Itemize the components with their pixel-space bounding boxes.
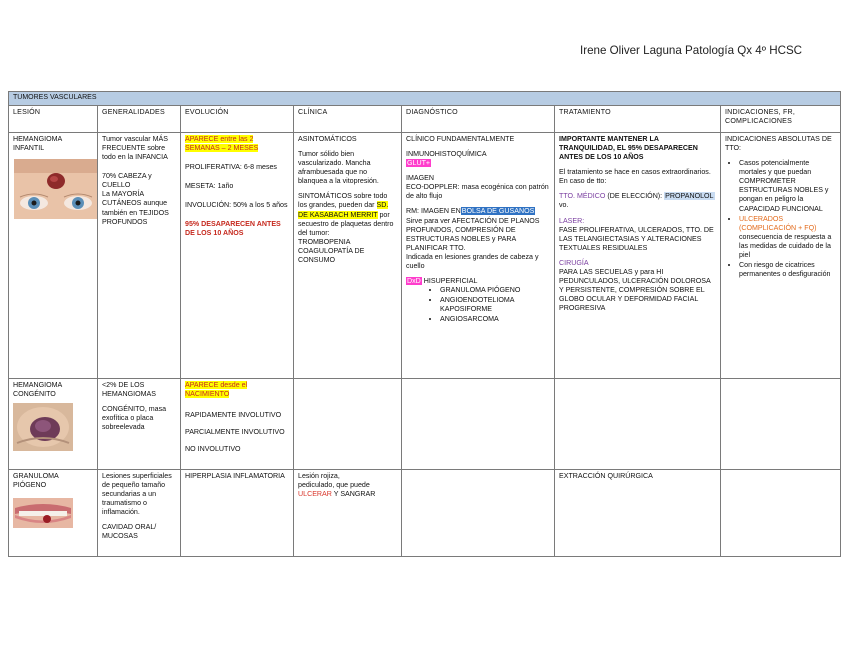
propanolol-highlight: PROPANOLOL xyxy=(665,192,714,201)
cell-lesion xyxy=(9,133,98,379)
diag-rm-text: RM: IMAGEN EN xyxy=(406,207,461,216)
col-header-lesion: LESIÓN xyxy=(9,106,98,133)
tto-eleccion: (DE ELECCIÓN): xyxy=(607,192,663,201)
evol-proliferativa: PROLIFERATIVA: 6-8 meses xyxy=(185,163,277,172)
clin-lesion-rojiza: Lesión rojiza, xyxy=(298,472,340,480)
table-row xyxy=(9,379,841,470)
infant-hemangioma-photo xyxy=(14,159,98,219)
table-header-row xyxy=(9,106,841,133)
diag-rm-indicada: Indicada en lesiones grandes de cabeza y cuello xyxy=(406,252,539,270)
clin-coagulopatia: COAGULOPATÍA DE CONSUMO xyxy=(298,246,365,264)
ulcerados-rest: consecuencia de respuesta a las medidas de cuidado de la piel xyxy=(739,232,832,259)
cell-diagnostico xyxy=(402,133,555,379)
cell-tratamiento xyxy=(555,133,721,379)
evol-parcial: PARCIALMENTE INVOLUTIVO xyxy=(185,428,285,437)
trat-medico xyxy=(559,192,716,210)
cell-evolucion: HIPERPLASIA INFLAMATORIA xyxy=(181,470,294,557)
gen-text-3: La MAYORÍA CUTÁNEOS aunque también en TEJIDOS PROFUNDOS xyxy=(102,190,169,226)
cell-clinica xyxy=(294,379,402,470)
gen-text-1: <2% DE LOS HEMANGIOMAS xyxy=(102,381,156,399)
cell-generalidades xyxy=(98,133,181,379)
cell-evolucion xyxy=(181,133,294,379)
clin-sintomaticos xyxy=(298,192,397,237)
page-header-title: Irene Oliver Laguna Patología Qx 4º HCSC xyxy=(580,44,803,57)
list-item: • ANGIOENDOTELIOMA KAPOSIFORME xyxy=(440,296,550,314)
cell-clinica xyxy=(294,133,402,379)
evol-desaparecen: 95% DESAPARECEN ANTES DE LOS 10 AÑOS xyxy=(185,220,281,238)
list-item: • Casos potencialmente mortales y que puedan COMPROMETER ESTRUCTURAS NOBLES y pongan en peligro la CAPACIDAD FUNCIONAL xyxy=(739,159,836,213)
ddx-badge: DxD xyxy=(407,277,421,286)
list-item: • GRANULOMA PIÓGENO xyxy=(440,286,550,295)
cell-indicaciones xyxy=(721,470,841,557)
list-item xyxy=(739,215,836,260)
table-title-row xyxy=(9,92,841,106)
ddx-list xyxy=(406,286,550,324)
col-header-evolucion: EVOLUCIÓN xyxy=(181,106,294,133)
laser-text: FASE PROLIFERATIVA, ULCERADOS, TTO. DE LAS TELANGIECTASIAS Y ALTERACIONES TEXTUALES RESIDUALES xyxy=(559,225,714,252)
gen-text-1: Tumor vascular MÁS FRECUENTE sobre todo en la INFANCIA xyxy=(102,135,168,162)
cirugia-text: PARA LAS SECUELAS y para HI PEDUNCULADOS, ULCERACIÓN DOLOROSA Y PERSISTENTE, COMPRESIÓN SOBRE EL GLOBO OCULAR Y DEFORMIDAD FACIAL PROGRESIVA xyxy=(559,267,711,313)
col-header-clinica: CLÍNICA xyxy=(294,106,402,133)
sangrar-text: Y SANGRAR xyxy=(333,490,376,499)
cell-lesion xyxy=(9,470,98,557)
cell-generalidades xyxy=(98,470,181,557)
gen-text-2: CONGÉNITO, masa exofítica o placa sobreelevada xyxy=(102,405,167,432)
clin-trombopenia: TROMBOPENIA xyxy=(298,237,351,246)
evol-meseta: MESETA: 1año xyxy=(185,182,234,191)
clin-asintomaticos: ASINTOMÁTICOS xyxy=(298,135,357,143)
kasabach-merrit-highlight: SD. DE KASABACH MERRIT xyxy=(298,201,389,219)
col-header-generalidades: GENERALIDADES xyxy=(98,106,181,133)
laser-label: LASER: xyxy=(559,216,585,225)
bolsa-gusanos-highlight: BOLSA DE GUSANOS xyxy=(461,207,535,216)
clin-description: Tumor sólido bien vascularizado. Mancha aframbuesada que no blanquea a la vitopresión. xyxy=(298,150,379,186)
list-item: • Con riesgo de cicatrices permanentes o desfiguración xyxy=(739,261,836,279)
trat-extraordinario: El tratamiento se hace en casos extraordinarios. En caso de tto: xyxy=(559,168,711,186)
ulcerar-text: ULCERAR xyxy=(298,490,332,499)
clin-pediculado: pediculado, que puede xyxy=(298,481,370,490)
tto-vo: vo. xyxy=(559,201,569,210)
evol-rapido: RAPIDAMENTE INVOLUTIVO xyxy=(185,411,282,420)
lesion-name: GRANULOMA PIÓGENO xyxy=(13,472,59,490)
cell-indicaciones xyxy=(721,379,841,470)
cell-tratamiento xyxy=(555,379,721,470)
pyogenic-granuloma-photo xyxy=(13,498,73,528)
glut-badge: GLUT+ xyxy=(407,159,431,168)
table-row xyxy=(9,133,841,379)
cell-generalidades xyxy=(98,379,181,470)
cirugia-label: CIRUGÍA xyxy=(559,258,589,267)
gen-text-2: CAVIDAD ORAL/ MUCOSAS xyxy=(102,523,157,541)
cell-clinica xyxy=(294,470,402,557)
diag-ddx xyxy=(406,277,550,286)
cell-evolucion xyxy=(181,379,294,470)
cell-tratamiento: EXTRACCIÓN QUIRÚRGICA xyxy=(555,470,721,557)
congenital-hemangioma-photo xyxy=(13,403,73,451)
tto-medico-label: TTO. MÉDICO xyxy=(559,192,606,201)
diag-rm xyxy=(406,207,550,216)
evol-involucion: INVOLUCIÓN: 50% a los 5 años xyxy=(185,201,288,210)
evol-no-involutivo: NO INVOLUTIVO xyxy=(185,445,241,454)
table-row xyxy=(9,470,841,557)
evol-appears-highlight: APARECE desde el NACIMIENTO xyxy=(185,381,248,399)
clin-ulcerar xyxy=(298,490,397,499)
ind-list xyxy=(725,159,836,279)
col-header-diagnostico: DIAGNÓSTICO xyxy=(402,106,555,133)
lesion-name: HEMANGIOMA CONGÉNITO xyxy=(13,381,62,399)
clin-sintomaticos-text: SINTOMÁTICOS sobre todo los grandes, pueden dar xyxy=(298,192,388,210)
table-title: TUMORES VASCULARES xyxy=(9,92,841,106)
clin-secuestro: por secuestro de plaquetas dentro del tumor: xyxy=(298,210,394,237)
evol-appears-highlight: APARECE entre las 2 SEMANAS – 2 MESES xyxy=(185,135,259,153)
gen-text-2: 70% CABEZA y CUELLO xyxy=(102,172,152,190)
ulcerados-text: ULCERADOS (COMPLICACIÓN + FQ) xyxy=(739,214,817,232)
cell-diagnostico xyxy=(402,379,555,470)
vascular-tumors-table xyxy=(8,91,841,557)
diag-ihq: INMUNOHISTOQUÍMICA xyxy=(406,150,487,159)
col-header-tratamiento: TRATAMIENTO xyxy=(555,106,721,133)
gen-text-1: Lesiones superficiales de pequeño tamaño secundarias a un traumatismo o inflamación. xyxy=(102,472,172,517)
list-item: • ANGIOSARCOMA xyxy=(440,315,550,324)
cell-lesion xyxy=(9,379,98,470)
cell-indicaciones xyxy=(721,133,841,379)
lesion-name: HEMANGIOMA INFANTIL xyxy=(13,135,62,153)
cell-diagnostico xyxy=(402,470,555,557)
diag-eco: ECO-DOPPLER: masa ecogénica con patrón de alto flujo xyxy=(406,183,549,201)
diag-rm-uses: Sirve para ver AFECTACIÓN DE PLANOS PROFUNDOS, COMPRESIÓN DE ESTRUCTURAS NOBLES y PARA PLANIFICAR TTO. xyxy=(406,216,540,252)
diag-imagen: IMAGEN xyxy=(406,174,434,183)
ddx-text: HISUPERFICIAL xyxy=(423,277,478,286)
diag-clinico: CLÍNICO FUNDAMENTALMENTE xyxy=(406,135,515,143)
col-header-indicaciones: INDICACIONES, FR, COMPLICACIONES xyxy=(721,106,841,133)
trat-importante: IMPORTANTE MANTENER LA TRANQUILIDAD, EL 95% DESAPARECEN ANTES DE LOS 10 AÑOS xyxy=(559,135,698,162)
ind-absolutas: INDICACIONES ABSOLUTAS DE TTO: xyxy=(725,135,832,153)
